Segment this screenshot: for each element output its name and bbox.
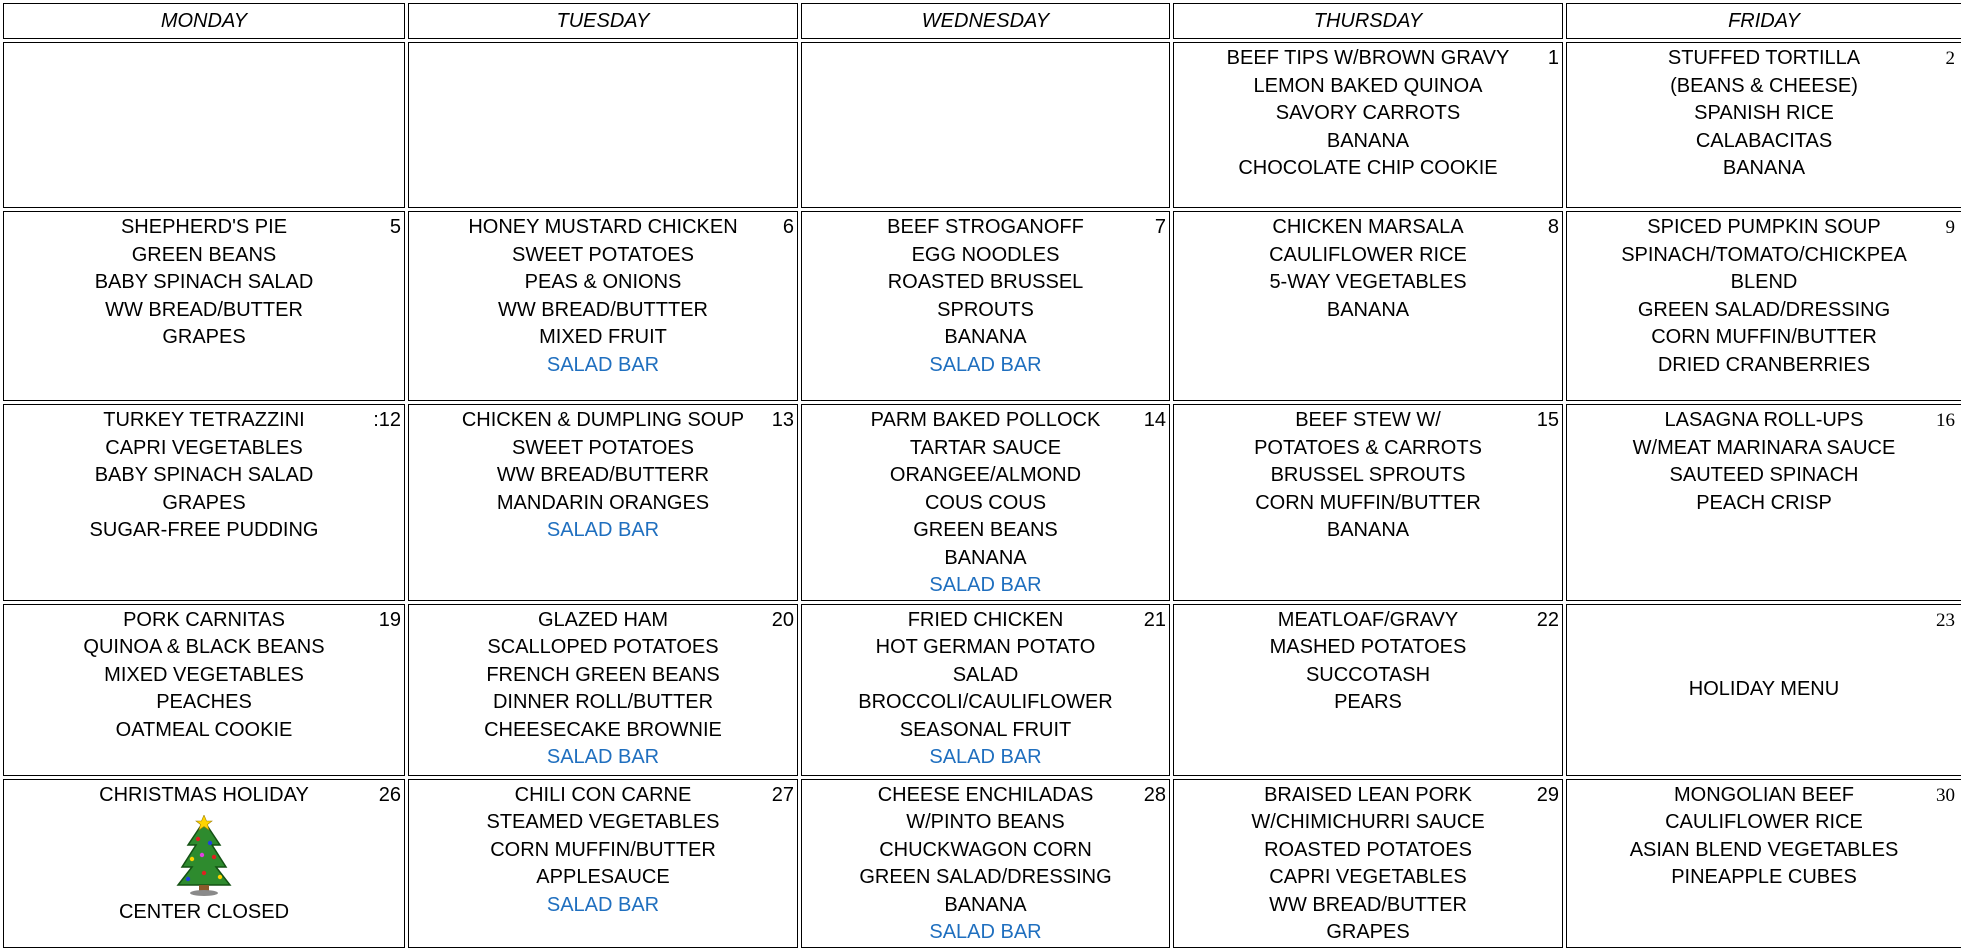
menu-item: MIXED FRUIT [539, 326, 667, 348]
salad-bar-label: SALAD BAR [929, 921, 1042, 943]
menu-item: EGG NOODLES [911, 243, 1060, 266]
menu-item: CHEESE ENCHILADAS [877, 783, 1094, 806]
menu-items [1567, 43, 1961, 183]
menu-item: CORN MUFFIN/BUTTER [490, 838, 716, 861]
menu-items [4, 212, 404, 352]
menu-item: CHICKEN MARSALA [1272, 216, 1464, 238]
menu-item: GRAPES [162, 326, 246, 348]
menu-item: APPLESAUCE [536, 866, 670, 888]
day-cell [1173, 42, 1563, 208]
menu-item: BRAISED LEAN PORK [1264, 783, 1472, 806]
menu-item: BEEF STROGANOFF [887, 216, 1084, 238]
menu-item: BLEND [1730, 271, 1798, 293]
menu-item: W/PINTO BEANS [906, 811, 1065, 833]
week-row [3, 211, 1961, 401]
day-number: 13 [771, 409, 794, 431]
menu-item: CHUCKWAGON CORN [879, 838, 1092, 861]
menu-item: SEASONAL FRUIT [899, 718, 1072, 741]
day-cell [408, 604, 798, 776]
menu-item: PARM BAKED POLLOCK [870, 409, 1101, 431]
menu-items [802, 605, 1169, 772]
menu-item: BANANA [1326, 519, 1410, 541]
day-number: 23 [1936, 609, 1955, 631]
christmas-tree-icon [4, 815, 404, 897]
menu-item: CORN MUFFIN/BUTTER [1651, 326, 1877, 348]
day-number: 30 [1936, 784, 1955, 806]
center-closed-label: CENTER CLOSED [118, 901, 290, 923]
menu-items [4, 780, 404, 927]
menu-item: BANANA [944, 893, 1027, 916]
menu-item: ORANGEE/ALMOND [889, 464, 1082, 486]
day-cell [1566, 779, 1961, 948]
week-row [3, 779, 1961, 948]
salad-bar-label: SALAD BAR [546, 353, 660, 376]
menu-items [802, 405, 1169, 600]
menu-item: HOT GERMAN POTATO [875, 636, 1096, 658]
menu-item: (BEANS & CHEESE) [1670, 74, 1858, 97]
menu-item: WW BREAD/BUTTERR [496, 464, 710, 486]
menu-item: ROASTED POTATOES [1264, 838, 1472, 861]
menu-item: SPICED PUMPKIN SOUP [1647, 216, 1881, 238]
menu-item: BABY SPINACH SALAD [94, 464, 314, 486]
day-cell [801, 211, 1170, 401]
salad-bar-label: SALAD BAR [546, 746, 660, 768]
day-cell [1173, 604, 1563, 776]
day-number: 5 [389, 216, 401, 238]
menu-item: SPROUTS [937, 298, 1034, 321]
menu-items [4, 43, 404, 45]
menu-item: CHOCOLATE CHIP COOKIE [1238, 157, 1498, 179]
menu-item: STEAMED VEGETABLES [486, 811, 720, 833]
menu-item: FRIED CHICKEN [907, 608, 1064, 631]
salad-bar-label: SALAD BAR [546, 893, 660, 916]
menu-item: BANANA [944, 546, 1027, 569]
menu-item: QUINOA & BLACK BEANS [83, 636, 325, 658]
menu-item: BANANA [944, 326, 1027, 348]
day-number: 26 [378, 783, 401, 806]
day-number: 21 [1143, 608, 1166, 631]
menu-item: CHEESECAKE BROWNIE [484, 718, 722, 741]
menu-item: CAPRI VEGETABLES [105, 436, 303, 459]
menu-item: GREEN SALAD/DRESSING [859, 866, 1112, 888]
menu-item: BROCCOLI/CAULIFLOWER [858, 691, 1113, 713]
week-row [3, 404, 1961, 601]
day-number: 28 [1143, 783, 1166, 806]
day-number: 22 [1536, 608, 1559, 631]
menu-item: SPINACH/TOMATO/CHICKPEA [1621, 243, 1907, 266]
menu-items [802, 43, 1169, 45]
menu-item: GREEN SALAD/DRESSING [1637, 298, 1891, 321]
menu-item: GLAZED HAM [537, 608, 669, 631]
day-cell [408, 404, 798, 601]
holiday-menu-label: HOLIDAY MENU [1688, 677, 1840, 700]
menu-item: LEMON BAKED QUINOA [1253, 74, 1483, 97]
menu-item: BABY SPINACH SALAD [94, 271, 314, 293]
day-cell [1173, 404, 1563, 601]
menu-item: BRUSSEL SPROUTS [1270, 464, 1466, 486]
menu-item: SWEET POTATOES [512, 243, 694, 266]
menu-items [409, 780, 797, 920]
menu-items [1174, 212, 1562, 324]
day-cell [801, 404, 1170, 601]
day-number: 15 [1536, 409, 1559, 431]
menu-item: COUS COUS [924, 491, 1047, 514]
day-number: 19 [378, 608, 401, 631]
menu-item: WW BREAD/BUTTER [1269, 893, 1467, 916]
menu-item: PORK CARNITAS [123, 608, 285, 631]
header-wednesday: WEDNESDAY [801, 3, 1170, 39]
salad-bar-label: SALAD BAR [546, 519, 660, 541]
holiday-menu-label-wrap [1567, 605, 1961, 775]
menu-item: CORN MUFFIN/BUTTER [1255, 491, 1481, 514]
menu-items [1174, 405, 1562, 545]
menu-item: GREEN BEANS [131, 243, 277, 266]
day-cell [1566, 404, 1961, 601]
menu-item: SHEPHERD'S PIE [120, 216, 288, 238]
menu-item: CAULIFLOWER RICE [1269, 243, 1467, 266]
menu-item: ASIAN BLEND VEGETABLES [1629, 838, 1899, 861]
menu-items [1174, 780, 1562, 947]
menu-item: SUCCOTASH [1305, 663, 1431, 686]
menu-item: W/CHIMICHURRI SAUCE [1251, 811, 1485, 833]
menu-items [409, 43, 797, 45]
menu-items [409, 605, 797, 772]
menu-items [1174, 43, 1562, 183]
menu-item: FRENCH GREEN BEANS [486, 663, 720, 686]
day-cell [801, 604, 1170, 776]
menu-item: DINNER ROLL/BUTTER [492, 691, 714, 713]
salad-bar-label: SALAD BAR [929, 353, 1042, 376]
day-cell [3, 604, 405, 776]
menu-item: BEEF STEW W/ [1295, 409, 1441, 431]
menu-item: TURKEY TETRAZZINI [103, 409, 305, 431]
menu-items [4, 405, 404, 545]
menu-item: CAPRI VEGETABLES [1269, 866, 1467, 888]
day-cell [3, 404, 405, 601]
day-cell [408, 211, 798, 401]
menu-item: MANDARIN ORANGES [496, 491, 710, 514]
week-row [3, 42, 1961, 208]
menu-item: MIXED VEGETABLES [104, 663, 304, 686]
header-thursday: THURSDAY [1173, 3, 1563, 39]
menu-item: GREEN BEANS [913, 519, 1058, 541]
menu-item: SCALLOPED POTATOES [487, 636, 719, 658]
day-cell [3, 42, 405, 208]
day-number: 1 [1547, 47, 1559, 69]
menu-item: MASHED POTATOES [1269, 636, 1467, 658]
menu-item: MEATLOAF/GRAVY [1277, 608, 1459, 631]
menu-item: BANANA [1722, 157, 1806, 179]
menu-items [802, 212, 1169, 379]
menu-item: STUFFED TORTILLA [1667, 47, 1861, 69]
menu-item: CHICKEN & DUMPLING SOUP [461, 409, 745, 431]
menu-item: PEARS [1334, 691, 1402, 713]
menu-item: TARTAR SAUCE [909, 436, 1062, 459]
menu-item: OATMEAL COOKIE [115, 718, 293, 741]
menu-item: HONEY MUSTARD CHICKEN [468, 216, 738, 238]
day-cell [1173, 211, 1563, 401]
menu-item: 5-WAY VEGETABLES [1269, 271, 1467, 293]
day-number: 20 [771, 608, 794, 631]
menu-item: WW BREAD/BUTTER [105, 298, 303, 321]
menu-items [1567, 212, 1961, 379]
day-number: 16 [1936, 410, 1955, 431]
header-monday: MONDAY [3, 3, 405, 39]
day-number: 6 [782, 216, 794, 238]
menu-items [1174, 605, 1562, 717]
weekday-header-row [3, 3, 1961, 39]
menu-item: ROASTED BRUSSEL [887, 271, 1084, 293]
menu-items [409, 405, 797, 545]
menu-item: PEACHES [156, 691, 252, 713]
day-number: :12 [373, 409, 401, 431]
day-cell [3, 211, 405, 401]
menu-item: DRIED CRANBERRIES [1657, 353, 1871, 376]
day-cell [3, 779, 405, 948]
menu-item: CHRISTMAS HOLIDAY [99, 783, 309, 806]
day-cell [1566, 604, 1961, 776]
menu-item: SALAD [952, 663, 1019, 686]
menu-item: PEAS & ONIONS [524, 271, 682, 293]
menu-item: W/MEAT MARINARA SAUCE [1632, 436, 1896, 459]
menu-item: PINEAPPLE CUBES [1671, 866, 1857, 888]
menu-item: MONGOLIAN BEEF [1673, 783, 1855, 806]
menu-item: CALABACITAS [1695, 129, 1833, 152]
salad-bar-label: SALAD BAR [929, 746, 1042, 768]
menu-item: PEACH CRISP [1696, 491, 1832, 514]
day-cell [1566, 42, 1961, 208]
day-cell [801, 42, 1170, 208]
day-number: 14 [1143, 409, 1166, 431]
menu-items [1567, 405, 1961, 517]
day-cell [801, 779, 1170, 948]
day-number: 7 [1154, 216, 1166, 238]
week-row [3, 604, 1961, 776]
menu-item: CHILI CON CARNE [514, 783, 692, 806]
day-cell [408, 42, 798, 208]
menu-item: WW BREAD/BUTTTER [498, 298, 708, 321]
day-number: 27 [771, 783, 794, 806]
menu-item: GRAPES [1326, 921, 1410, 943]
day-cell [1566, 211, 1961, 401]
menu-item: SUGAR-FREE PUDDING [89, 519, 319, 541]
menu-item: BEEF TIPS W/BROWN GRAVY [1226, 47, 1510, 69]
menu-item: SAUTEED SPINACH [1669, 464, 1859, 486]
header-friday: FRIDAY [1566, 3, 1961, 39]
day-number: 2 [1945, 48, 1955, 69]
menu-item: BANANA [1326, 298, 1410, 321]
menu-items [4, 605, 404, 745]
menu-items [409, 212, 797, 379]
header-tuesday: TUESDAY [408, 3, 798, 39]
menu-item: GRAPES [162, 491, 246, 514]
menu-item: SPANISH RICE [1694, 102, 1834, 124]
salad-bar-label: SALAD BAR [929, 574, 1042, 596]
day-cell [1173, 779, 1563, 948]
menu-item: SWEET POTATOES [512, 436, 694, 459]
menu-items [802, 780, 1169, 947]
menu-item: POTATOES & CARROTS [1254, 436, 1482, 459]
day-number: 29 [1536, 783, 1559, 806]
menu-item: SAVORY CARROTS [1275, 102, 1461, 124]
menu-item: LASAGNA ROLL-UPS [1664, 409, 1864, 431]
day-number: 8 [1547, 216, 1559, 238]
menu-item: BANANA [1326, 129, 1410, 152]
menu-item: CAULIFLOWER RICE [1665, 811, 1863, 833]
day-number: 9 [1945, 217, 1955, 238]
day-cell [408, 779, 798, 948]
menu-items [1567, 780, 1961, 892]
